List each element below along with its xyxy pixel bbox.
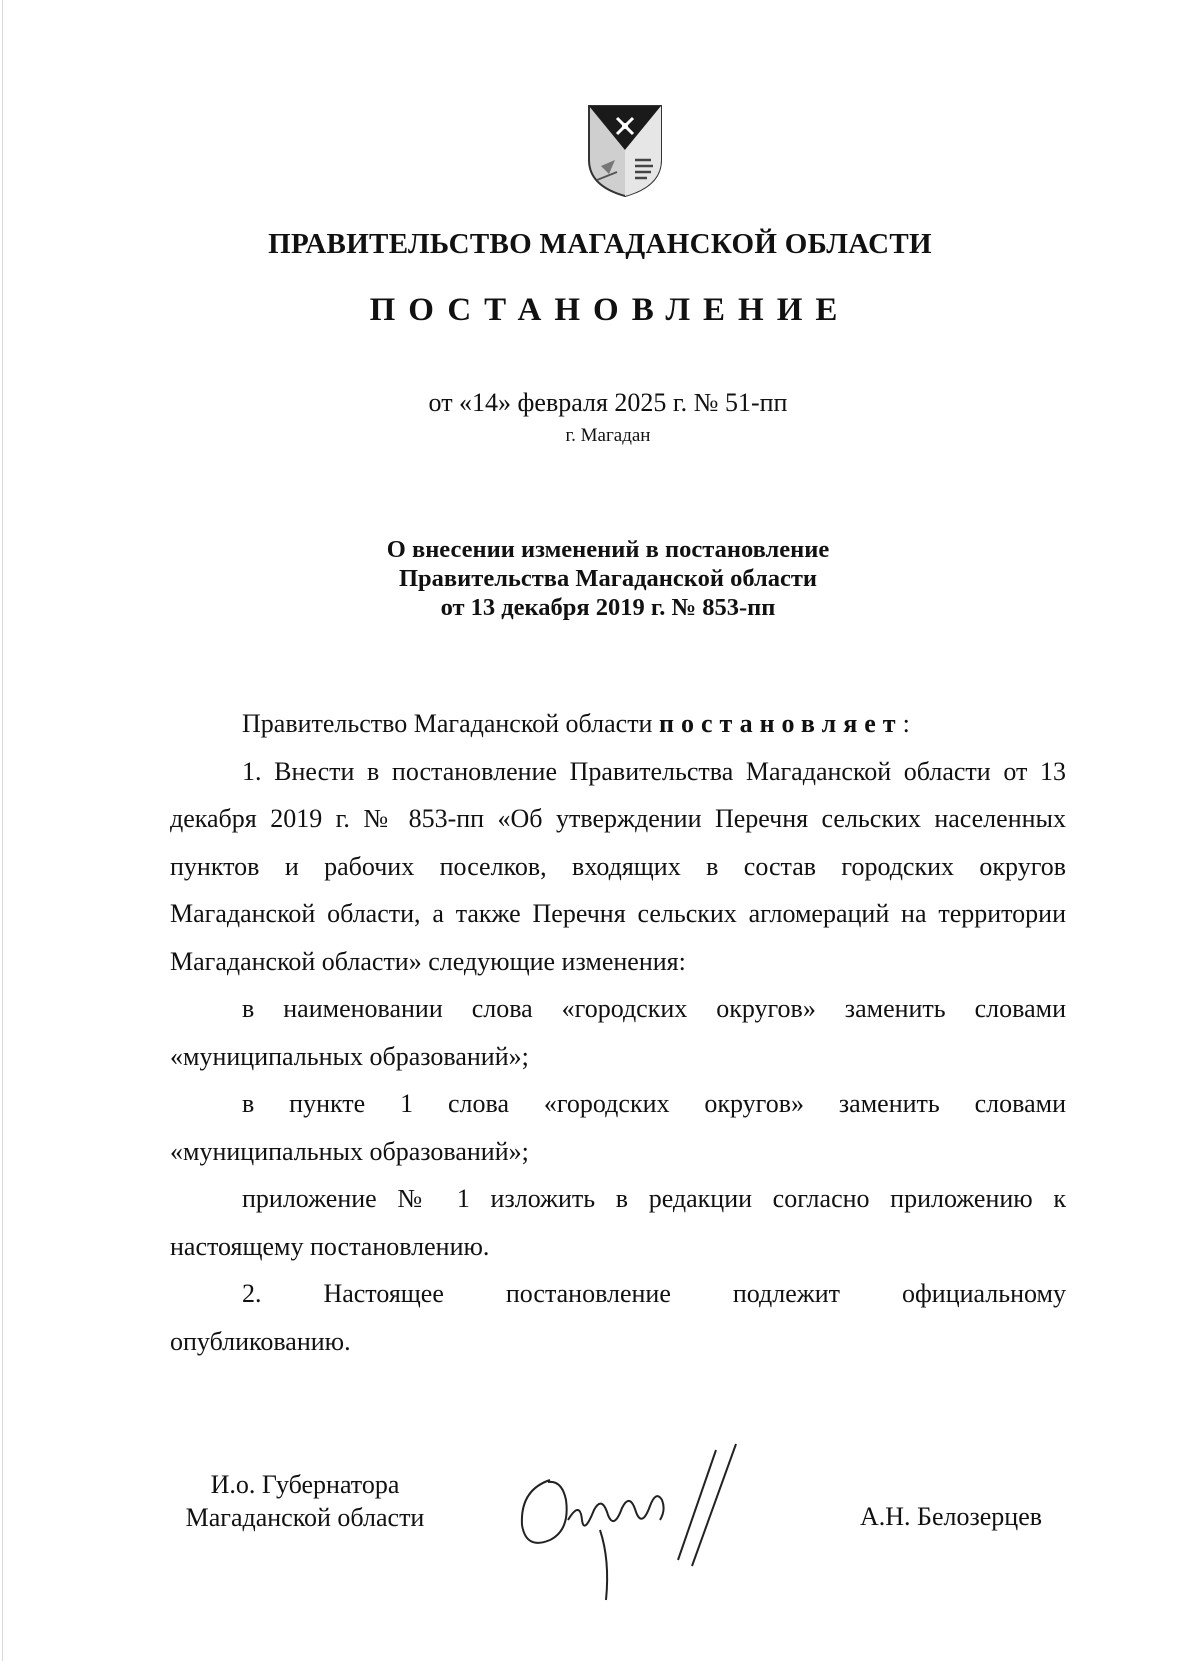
intro-prefix: Правительство Магаданской области xyxy=(242,709,653,738)
signatory-position-line: Магаданской области xyxy=(185,1503,425,1532)
handwritten-signature-icon xyxy=(510,1440,770,1610)
city-label: г. Магадан xyxy=(565,425,651,446)
coat-of-arms-icon xyxy=(587,104,663,198)
paragraph-2: в наименовании слова «городских округов» заменить словами «муниципальных образований»; xyxy=(170,994,1066,1071)
document-body xyxy=(170,700,1066,1365)
paragraph-5-line-1: 2. Настоящее постановление подлежит официальному xyxy=(242,1279,1066,1308)
subject-line: О внесении изменений в постановление xyxy=(386,536,830,563)
intro-suffix: : xyxy=(902,709,910,738)
intro-paragraph xyxy=(170,700,1066,748)
intro-decree-verb: постановляет xyxy=(658,709,903,738)
paragraph-1: 1. Внести в постановление Правительства Магаданской области от 13 декабря 2019 г. № 853-пп «Об утверждении Перечня сельских населенных пунктов и рабочих поселков, входящих в состав городских округов Магаданской области, а также Перечня сельских агломераций на территории Магаданской области» следующие изменения: xyxy=(170,756,1066,976)
subject-line: от 13 декабря 2019 г. № 853-пп xyxy=(440,594,776,621)
paragraph-4: приложение № 1 изложить в редакции согласно приложению к настоящему постановлению. xyxy=(170,1184,1066,1261)
signatory-position xyxy=(170,1468,440,1534)
document-type-heading: ПОСТАНОВЛЕНИЕ xyxy=(369,292,851,328)
paragraph-5-line-2: опубликованию. xyxy=(170,1326,351,1356)
signatory-name: А.Н. Белозерцев xyxy=(860,1502,1043,1531)
signatory-position-line: И.о. Губернатора xyxy=(210,1470,400,1499)
government-title: ПРАВИТЕЛЬСТВО МАГАДАНСКОЙ ОБЛАСТИ xyxy=(268,228,932,260)
paragraph-3: в пункте 1 слова «городских округов» заменить словами «муниципальных образований»; xyxy=(170,1089,1066,1166)
date-and-number: от «14» февраля 2025 г. № 51-пп xyxy=(428,388,788,417)
subject-line: Правительства Магаданской области xyxy=(399,565,817,592)
subject-title xyxy=(0,535,1200,622)
